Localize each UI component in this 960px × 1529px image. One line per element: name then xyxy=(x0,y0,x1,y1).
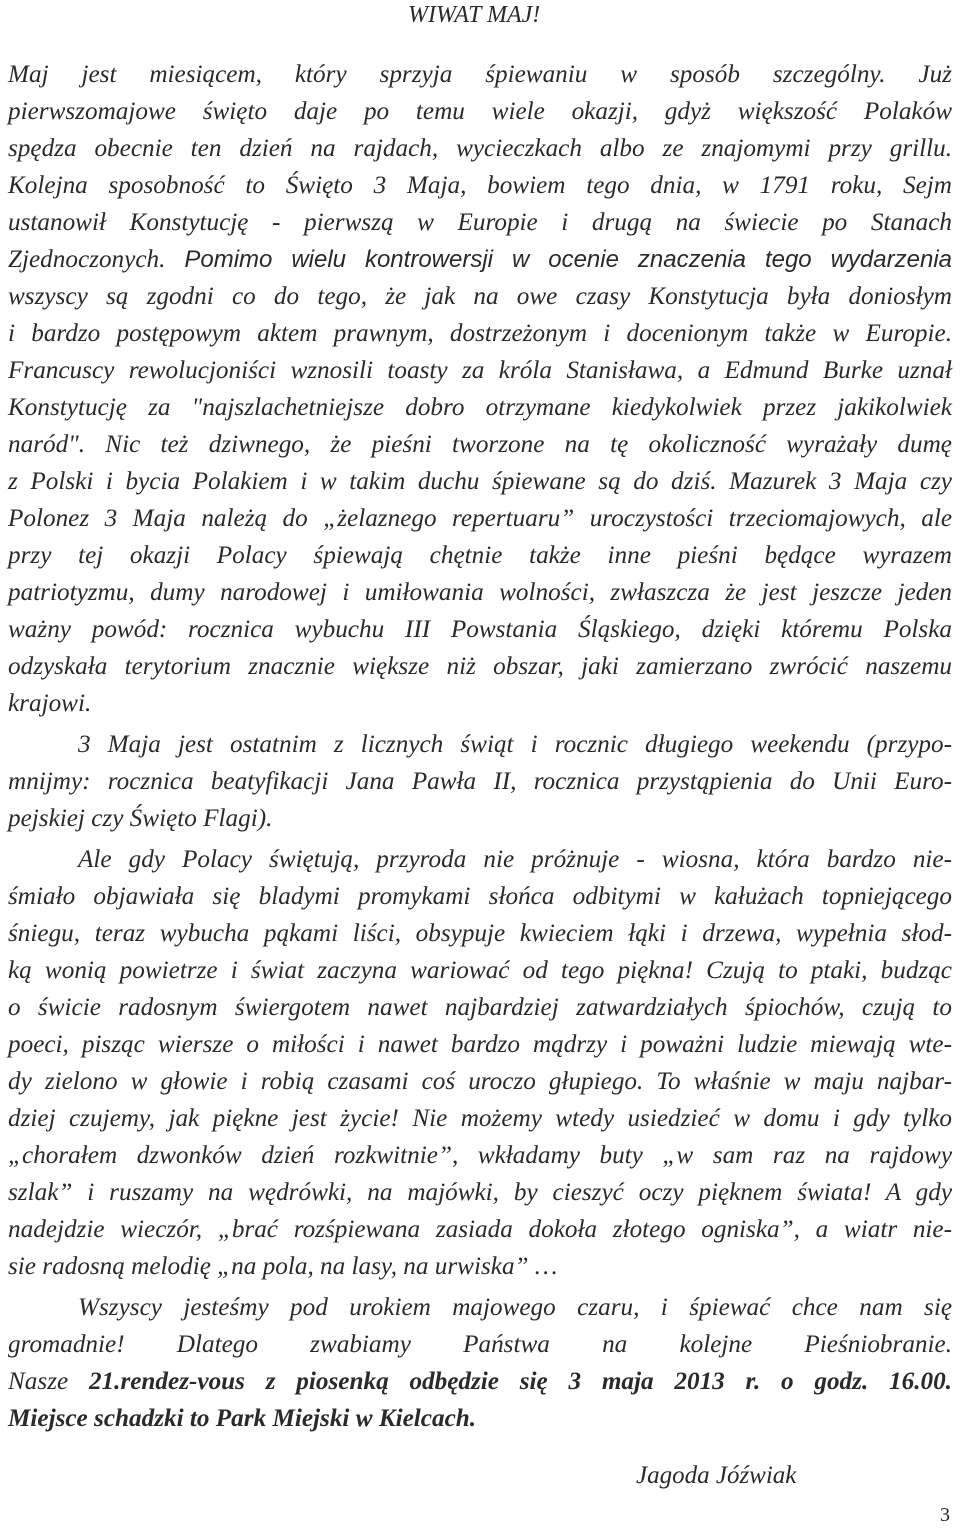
text-line: pejskiej czy Święto Flagi). xyxy=(8,805,273,832)
text-line: ustanowił Konstytucję - pierwszą w Europie i drugą na świecie po Stanach xyxy=(8,209,952,236)
text-line xyxy=(8,1363,952,1400)
text-segment: Pomimo wielu kontrowersji w ocenie znaczenia tego wydarzenia xyxy=(165,246,952,273)
page-number: 3 xyxy=(940,1504,950,1526)
text-line xyxy=(8,241,952,278)
page-title: WIWAT MAJ! xyxy=(408,2,541,28)
text-line: odzyskała terytorium znacznie większe niż obszar, jaki zamierzano zwrócić naszemu xyxy=(8,653,952,680)
text-line: „chorałem dzwonków dzień rozkwitnie”, wkładamy buty „w sam raz na rajdowy xyxy=(8,1142,952,1169)
text-line: sie radosną melodię „na pola, na lasy, na urwiska” … xyxy=(8,1253,558,1280)
text-line: Polonez 3 Maja należą do „żelaznego repertuaru” uroczystości trzeciomajowych, ale xyxy=(8,505,952,532)
text-line: dziej czujemy, jak piękne jest życie! Nie możemy wtedy usiedzieć w domu i gdy tylko xyxy=(8,1105,952,1132)
text-line: gromadnie! Dlatego zwabiamy Państwa na kolejne Pieśniobranie. xyxy=(8,1331,952,1358)
text-line: śniegu, teraz wybucha pąkami liści, obsypuje kwieciem łąki i drzewa, wypełnia słod- xyxy=(8,920,952,947)
text-segment: Zjednoczonych. xyxy=(8,246,166,273)
text-line: poeci, pisząc wiersze o miłości i nawet bardzo mądrzy i poważni ludzie miewają wte- xyxy=(8,1031,952,1058)
text-line: przy tej okazji Polacy śpiewają chętnie także inne pieśni będące wyrazem xyxy=(8,542,952,569)
text-line: pierwszomajowe święto daje po temu wiele okazji, gdyż większość Polaków xyxy=(8,98,952,125)
text-line: Ale gdy Polacy świętują, przyroda nie próżnuje - wiosna, która bardzo nie- xyxy=(78,846,952,873)
text-line: krajowi. xyxy=(8,690,92,717)
text-line: ważny powód: rocznica wybuchu III Powstania Śląskiego, dzięki któremu Polska xyxy=(8,616,952,643)
text-line: Francuscy rewolucjoniści wznosili toasty za króla Stanisława, a Edmund Burke uznał xyxy=(8,357,952,384)
text-line: Wszyscy jesteśmy pod urokiem majowego czaru, i śpiewać chce nam się xyxy=(78,1294,952,1321)
text-line: spędza obecnie ten dzień na rajdach, wycieczkach albo ze znajomymi przy grillu. xyxy=(8,135,952,162)
author-signature: Jagoda Jóźwiak xyxy=(636,1462,797,1489)
text-line: ką wonią powietrze i świat zaczyna wariować od tego piękna! Czują to ptaki, budząc xyxy=(8,957,952,984)
text-line: naród". Nic też dziwnego, że pieśni tworzone na tę okoliczność wyrażały dumę xyxy=(8,431,952,458)
text-line: Maj jest miesiącem, który sprzyja śpiewaniu w sposób szczególny. Już xyxy=(8,61,952,88)
text-line: śmiało objawiała się bladymi promykami słońca odbitymi w kałużach topniejącego xyxy=(8,883,952,910)
text-line: Kolejna sposobność to Święto 3 Maja, bowiem tego dnia, w 1791 roku, Sejm xyxy=(8,172,952,199)
text-line: 3 Maja jest ostatnim z licznych świąt i rocznic długiego weekendu (przypo- xyxy=(78,731,952,758)
text-line: szlak” i ruszamy na wędrówki, na majówki, by cieszyć oczy pięknem świata! A gdy xyxy=(8,1179,952,1206)
text-segment: Nasze xyxy=(8,1368,89,1395)
text-line: wszyscy są zgodni co do tego, że jak na owe czasy Konstytucja była doniosłym xyxy=(8,283,952,310)
event-announcement: 21.rendez-vous z piosenką odbędzie się 3 maja 2013 r. o godz. 16.00. xyxy=(88,1368,952,1395)
text-line: dy zielono w głowie i robią czasami coś uroczo głupiego. To właśnie w maju najbar- xyxy=(8,1068,952,1095)
text-line: patriotyzmu, dumy narodowej i umiłowania wolności, zwłaszcza że jest jeszcze jeden xyxy=(8,579,952,606)
text-line: nadejdzie wieczór, „brać rozśpiewana zasiada dokoła złotego ogniska”, a wiatr nie- xyxy=(8,1216,952,1243)
text-line: mnijmy: rocznica beatyfikacji Jana Pawła II, rocznica przystąpienia do Unii Euro- xyxy=(8,768,952,795)
text-line: z Polski i bycia Polakiem i w takim duchu śpiewane są do dziś. Mazurek 3 Maja czy xyxy=(8,468,952,495)
text-line: o świcie radosnym świergotem nawet najbardziej zatwardziałych śpiochów, czują to xyxy=(8,994,952,1021)
text-line: i bardzo postępowym aktem prawnym, dostrzeżonym i docenionym także w Europie. xyxy=(8,320,952,347)
text-line: Konstytucję za "najszlachetniejsze dobro otrzymane kiedykolwiek przez jakikolwiek xyxy=(8,394,952,421)
text-line: Miejsce schadzki to Park Miejski w Kielcach. xyxy=(8,1405,477,1432)
